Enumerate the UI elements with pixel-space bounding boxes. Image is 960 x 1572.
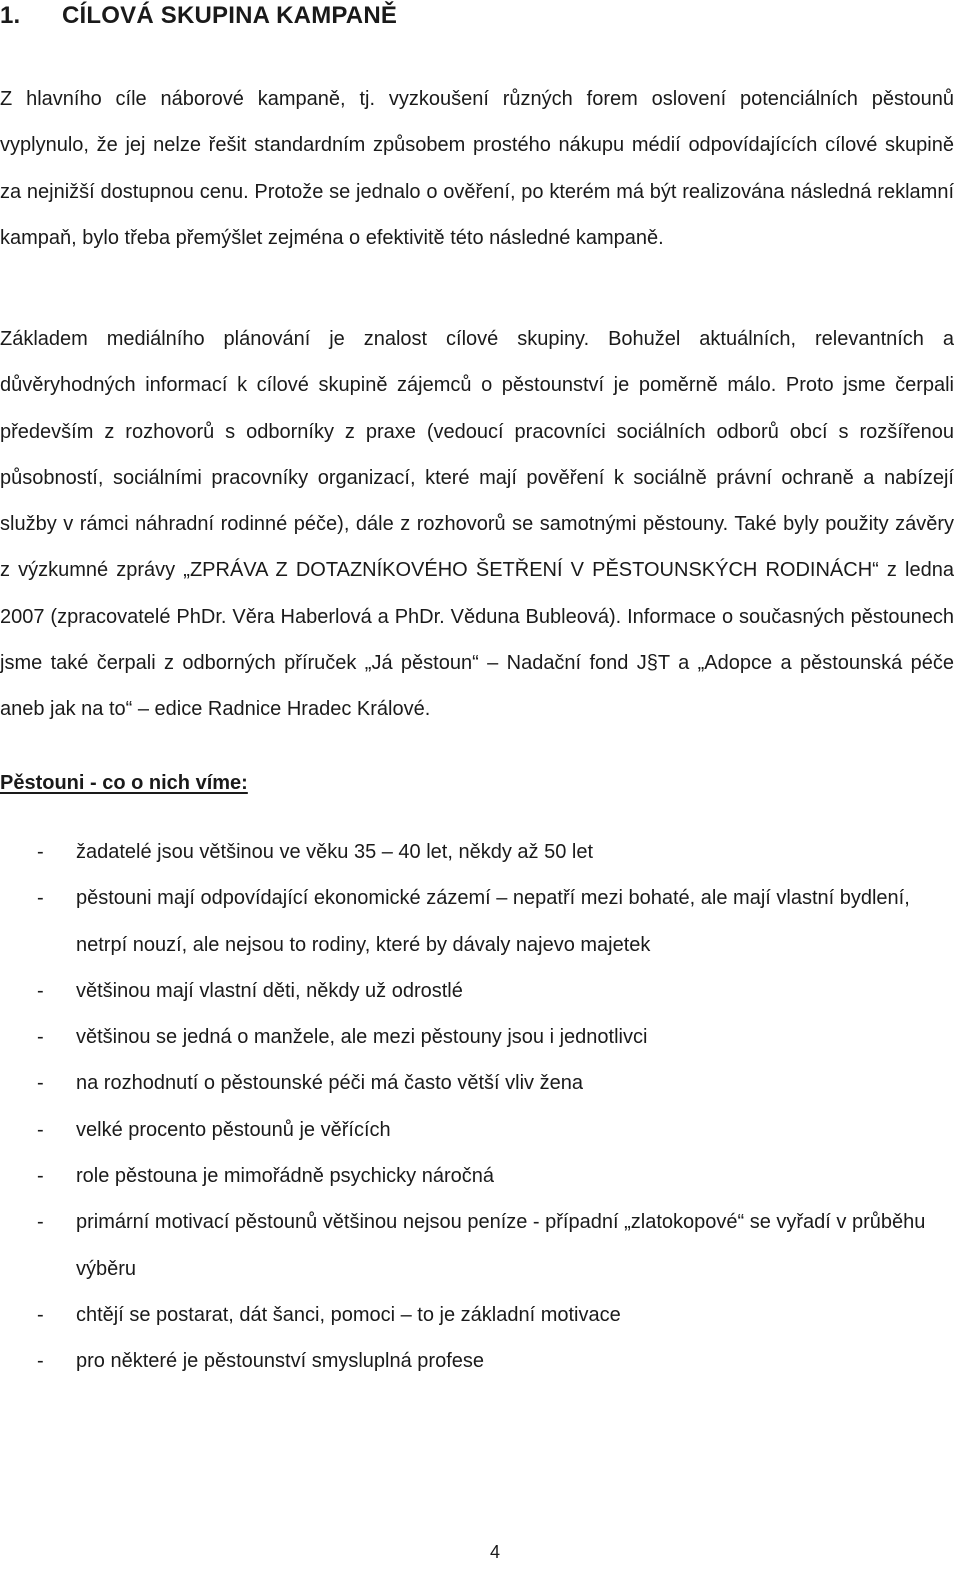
section-heading xyxy=(0,2,397,30)
section-title: CÍLOVÁ SKUPINA KAMPANĚ xyxy=(62,2,398,29)
list-item-text: chtějí se postarat, dát šanci, pomoci – to je základní motivace xyxy=(76,1303,621,1326)
bullet-list xyxy=(0,829,954,1385)
list-item xyxy=(0,1292,954,1338)
list-item xyxy=(0,1107,954,1153)
list-item-text: pro některé je pěstounství smysluplná profese xyxy=(76,1350,484,1373)
list-item xyxy=(0,875,954,968)
bullet-dash: - xyxy=(37,1303,44,1326)
bullet-dash: - xyxy=(37,1026,44,1049)
list-item-text: primární motivací pěstounů většinou nejsou peníze - případní „zlatokopové“ se vyřadí v průběhu výběru xyxy=(76,1211,926,1280)
bullet-dash: - xyxy=(37,1072,44,1095)
list-item xyxy=(0,1338,954,1384)
bullet-dash: - xyxy=(37,979,44,1002)
bullet-dash: - xyxy=(37,887,44,910)
list-item xyxy=(0,1014,954,1060)
page-number: 4 xyxy=(489,1542,500,1562)
list-item-text: velké procento pěstounů je věřících xyxy=(76,1118,391,1141)
section-number: 1. xyxy=(0,2,21,29)
list-item xyxy=(0,968,954,1014)
list-item xyxy=(0,1199,954,1292)
bullet-dash: - xyxy=(37,1118,44,1141)
list-item xyxy=(0,829,954,875)
bullet-dash: - xyxy=(37,1350,44,1373)
paragraph-campaign-goal: Z hlavního cíle náborové kampaně, tj. vyzkoušení různých forem oslovení potenciálních pěstounů vyplynulo, že jej nelze řešit standardním způsobem prostého nákupu médií odpovídajících cílové skupině za nejnižší dostupnou cenu. Protože se jednalo o ověření, po kterém má být realizována následná reklamní kampaň, bylo třeba přemýšlet zejména o efektivitě této následné kampaně. xyxy=(0,88,954,249)
list-item-text: role pěstouna je mimořádně psychicky náročná xyxy=(76,1165,494,1188)
list-item-text: většinou mají vlastní děti, někdy už odrostlé xyxy=(76,979,463,1002)
list-item-text: většinou se jedná o manžele, ale mezi pěstouny jsou i jednotlivci xyxy=(76,1026,648,1049)
paragraph-media-planning: Základem mediálního plánování je znalost cílové skupiny. Bohužel aktuálních, relevantních a důvěryhodných informací k cílové skupině zájemců o pěstounství je poměrně málo. Proto jsme čerpali především z rozhovorů s odborníky z praxe (vedoucí pracovníci sociálních odborů obcí s rozšířenou působností, sociálními pracovníky organizací, které mají pověření k sociálně právní ochraně a nabízejí služby v rámci náhradní rodinné péče), dále z rozhovorů se samotnými pěstouny. Také byly použity závěry z výzkumné zprávy „ZPRÁVA Z DOTAZNÍKOVÉHO ŠETŘENÍ V PĚSTOUNSKÝCH RODINÁCH“ z ledna 2007 (zpracovatelé PhDr. Věra Haberlová a PhDr. Věduna Bubleová). Informace o současných pěstounech jsme také čerpali z odborných příruček „Já pěstoun“ – Nadační fond J§T a „Adopce a pěstounská péče aneb jak na to“ – edice Radnice Hradec Králové. xyxy=(0,328,954,721)
bullet-dash: - xyxy=(37,841,44,863)
list-item-text: pěstouni mají odpovídající ekonomické zázemí – nepatří mezi bohaté, ale mají vlastní bydlení, netrpí nouzí, ale nejsou to rodiny, které by dávaly najevo majetek xyxy=(76,887,910,956)
list-item-text: žadatelé jsou většinou ve věku 35 – 40 let, někdy až 50 let xyxy=(76,841,594,863)
bullet-dash: - xyxy=(37,1165,44,1188)
list-item xyxy=(0,1153,954,1199)
subheading-what-we-know: Pěstouni - co o nich víme: xyxy=(0,772,248,794)
list-item xyxy=(0,1060,954,1106)
list-item-text: na rozhodnutí o pěstounské péči má často větší vliv žena xyxy=(76,1072,583,1095)
bullet-dash: - xyxy=(37,1211,44,1234)
